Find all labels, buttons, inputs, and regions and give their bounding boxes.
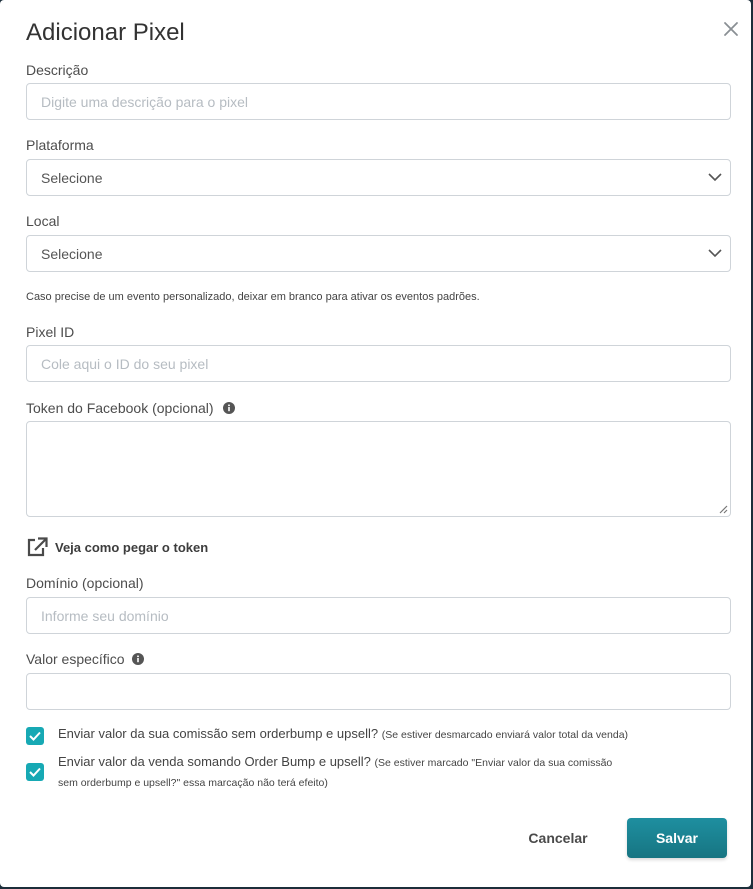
location-label: Local — [26, 213, 60, 229]
order-bump-checkbox[interactable] — [26, 763, 44, 781]
domain-input[interactable] — [26, 597, 731, 634]
domain-label: Domínio (opcional) — [26, 575, 144, 591]
description-label: Descrição — [26, 62, 89, 78]
cancel-button[interactable]: Cancelar — [512, 820, 604, 856]
external-link-icon — [26, 537, 48, 557]
order-bump-line-1 — [58, 752, 612, 773]
resize-handle-icon[interactable] — [718, 504, 728, 514]
specific-value-input[interactable] — [26, 673, 731, 710]
specific-value-label-row — [26, 651, 144, 667]
token-help-link-text: Veja como pegar o token — [55, 539, 209, 555]
chevron-down-icon — [708, 248, 722, 258]
token-help-link[interactable] — [26, 537, 208, 557]
check-icon — [28, 766, 42, 778]
pixel-id-label: Pixel ID — [26, 324, 75, 340]
save-button[interactable]: Salvar — [627, 818, 727, 858]
pixel-id-input[interactable] — [26, 345, 731, 382]
token-label: Token do Facebook (opcional) — [26, 400, 214, 416]
commission-option-note: (Se estiver desmarcado enviará valor total da venda) — [381, 729, 629, 741]
order-bump-option-note-2: sem orderbump e upsell?" essa marcação não terá efeito) — [58, 777, 328, 789]
close-icon[interactable] — [720, 18, 742, 40]
specific-value-label: Valor específico — [26, 651, 125, 667]
location-select[interactable] — [26, 235, 731, 272]
info-icon[interactable] — [223, 402, 235, 414]
description-input[interactable] — [26, 83, 731, 120]
platform-select[interactable] — [26, 159, 731, 196]
commission-option-text[interactable] — [58, 724, 628, 745]
commission-option-label: Enviar valor da sua comissão sem orderbump e upsell? — [58, 726, 379, 741]
order-bump-option-label: Enviar valor da venda somando Order Bump e upsell? — [58, 754, 371, 769]
modal-title: Adicionar Pixel — [26, 19, 185, 46]
token-label-row — [26, 400, 235, 416]
chevron-down-icon — [708, 172, 722, 182]
custom-event-hint: Caso precise de um evento personalizado, deixar em branco para ativar os eventos padrões. — [26, 291, 480, 303]
platform-selected-value: Selecione — [41, 170, 103, 186]
check-icon — [28, 730, 42, 742]
order-bump-option-note-1: (Se estiver marcado "Enviar valor da sua comissão — [374, 757, 613, 769]
token-textarea[interactable] — [26, 421, 731, 517]
location-selected-value: Selecione — [41, 246, 103, 262]
info-icon[interactable] — [132, 653, 144, 665]
platform-label: Plataforma — [26, 137, 94, 153]
order-bump-option-text[interactable] — [58, 752, 612, 793]
commission-checkbox[interactable] — [26, 727, 44, 745]
